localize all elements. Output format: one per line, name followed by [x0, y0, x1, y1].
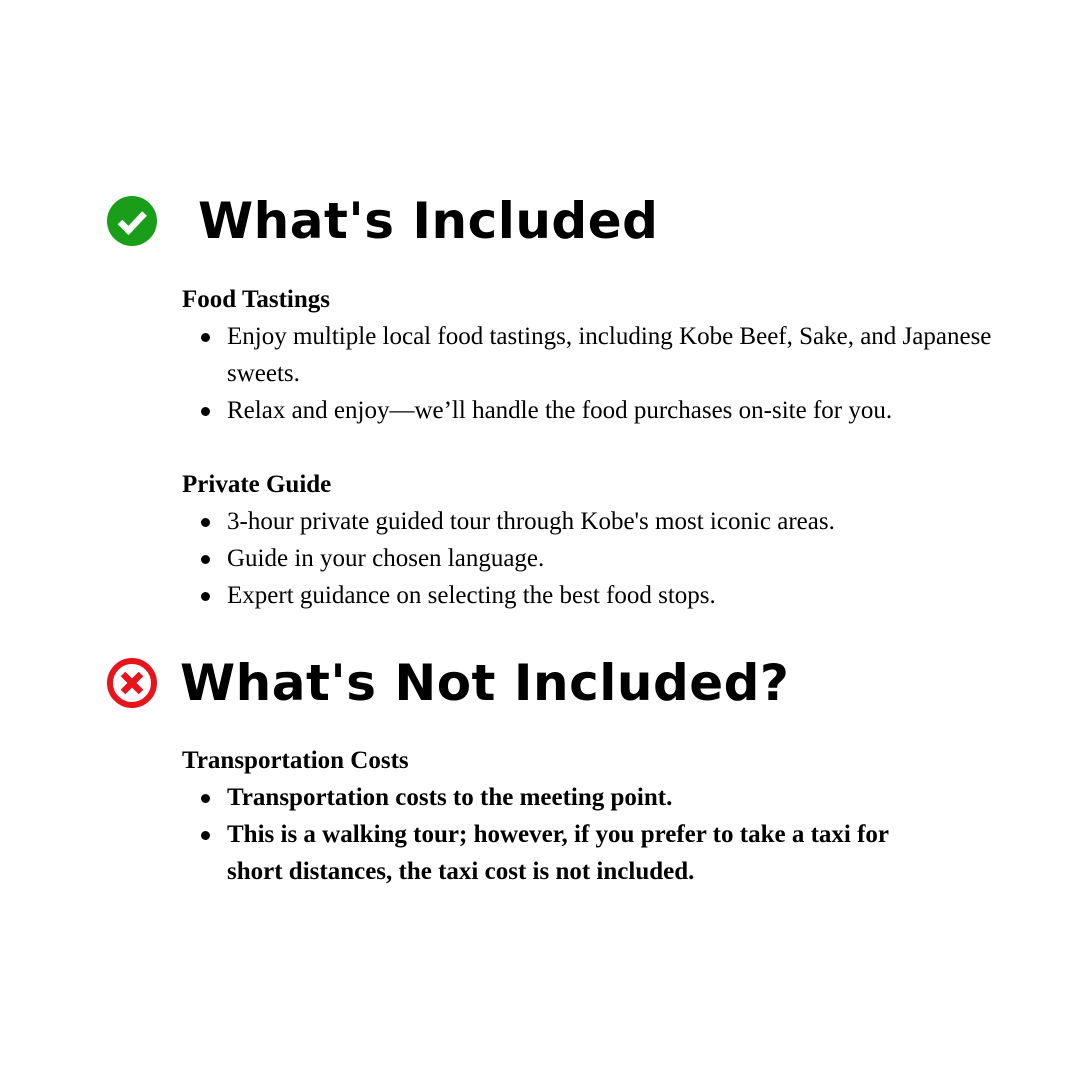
list-item: This is a walking tour; however, if you prefer to take a taxi for short distances, the taxi cost is not included. [182, 816, 902, 890]
list-item: Guide in your chosen language. [182, 540, 1012, 577]
food-tastings-group [182, 281, 1012, 429]
check-circle-icon [106, 195, 158, 247]
not-included-heading-title: What's Not Included? [180, 654, 790, 712]
food-tastings-list [182, 318, 1012, 429]
list-item: Expert guidance on selecting the best food stops. [182, 577, 1012, 614]
private-guide-title: Private Guide [182, 471, 332, 498]
x-circle-icon [106, 657, 158, 709]
transportation-costs-title: Transportation Costs [182, 747, 409, 774]
transportation-costs-list [182, 779, 902, 890]
list-item: Enjoy multiple local food tastings, including Kobe Beef, Sake, and Japanese sweets. [182, 318, 1012, 392]
list-item: Relax and enjoy—we’ll handle the food purchases on-site for you. [182, 392, 1012, 429]
transportation-costs-group [182, 742, 902, 890]
private-guide-list [182, 503, 1012, 614]
food-tastings-title: Food Tastings [182, 286, 330, 313]
list-item: 3-hour private guided tour through Kobe's most iconic areas. [182, 503, 1012, 540]
included-section-heading [106, 192, 658, 250]
list-item: Transportation costs to the meeting point. [182, 779, 902, 816]
private-guide-group [182, 466, 1012, 614]
included-heading-title: What's Included [198, 192, 659, 250]
not-included-section-heading [106, 654, 789, 712]
